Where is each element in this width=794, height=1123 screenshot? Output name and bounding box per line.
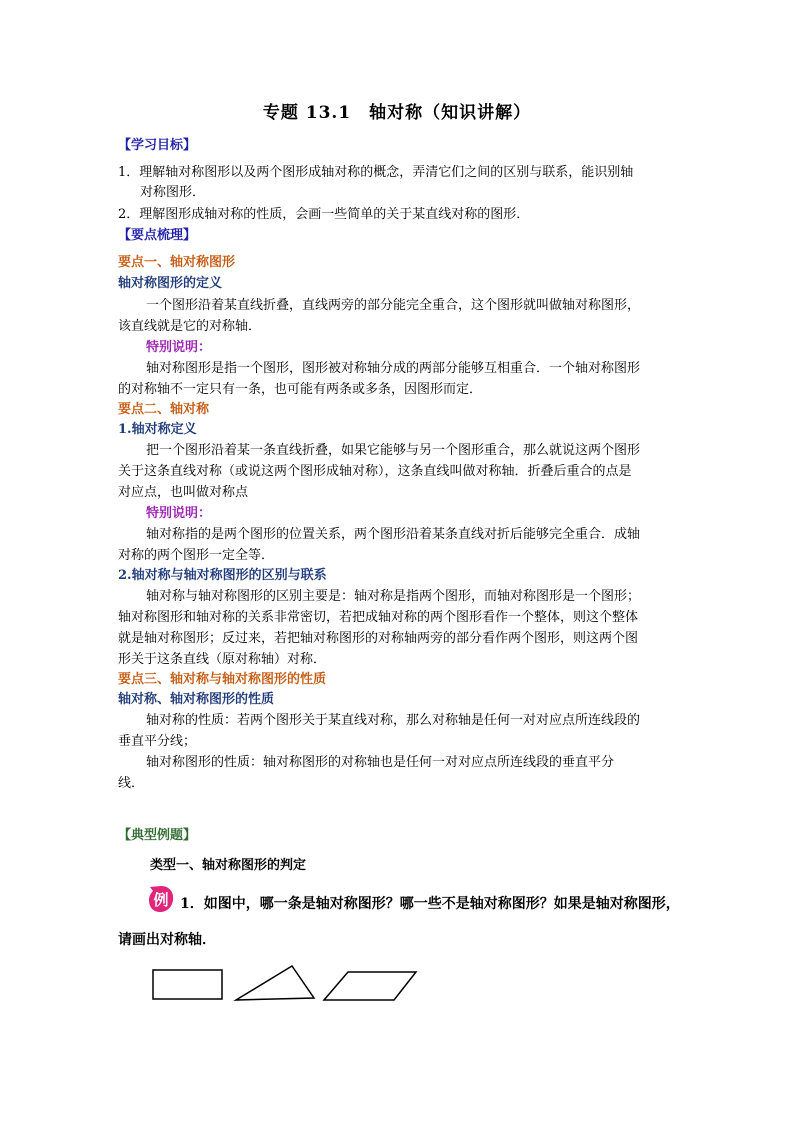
point2-heading: 要点二、轴对称 (118, 402, 210, 417)
rectangle-figure (153, 970, 222, 999)
point2-diff-cont-3: 形关于这条直线（原对称轴）对称． (118, 652, 327, 667)
point1-note-cont: 的对称轴不一定只有一条，也可能有两条或多条，因图形而定． (118, 382, 483, 397)
point2-text: 把一个图形沿着某一条直线折叠，如果它能够与另一个图形重合，那么就说这两个图形 (146, 443, 641, 458)
goal-item-2: 2．理解图形成轴对称的性质，会画一些简单的关于某直线对称的图形． (118, 207, 530, 222)
point3-text-2: 轴对称图形的性质：轴对称图形的对称轴也是任何一对对应点所连线段的垂直平分 (146, 755, 615, 770)
point2-note-label: 特别说明： (146, 506, 212, 521)
point3-heading: 要点三、轴对称与轴对称图形的性质 (118, 672, 327, 687)
example-figures (140, 960, 440, 1010)
point3-text-2-cont: 线． (118, 776, 145, 791)
triangle-figure (236, 966, 314, 1000)
point1-heading: 要点一、轴对称图形 (118, 255, 236, 270)
point1-subheading: 轴对称图形的定义 (118, 276, 223, 291)
point2-diff-cont-2: 就是轴对称图形；反过来，若把轴对称图形的对称轴两旁的部分看作两个图形，则这两个图 (118, 631, 639, 646)
point3-text-1-cont: 垂直平分线； (118, 734, 197, 749)
points-heading: 【要点梳理】 (118, 228, 197, 243)
point2-diff-cont-1: 轴对称图形和轴对称的关系非常密切，若把成轴对称的两个图形看作一个整体，则这个整体 (118, 610, 639, 625)
point3-text-1: 轴对称的性质：若两个图形关于某直线对称，那么对称轴是任何一对对应点所连线段的 (146, 713, 641, 728)
point2-note: 轴对称指的是两个图形的位置关系，两个图形沿着某条直线对折后能够完全重合．成轴 (146, 527, 641, 542)
goal-item-1-cont: 对称图形． (140, 185, 206, 200)
example-type-1: 类型一、轴对称图形的判定 (150, 858, 307, 873)
point2-diff: 轴对称与轴对称图形的区别主要是：轴对称是指两个图形，而轴对称图形是一个图形； (146, 589, 641, 604)
point1-text-cont: 该直线就是它的对称轴． (118, 319, 262, 334)
point2-subheading-2: 2.轴对称与轴对称图形的区别与联系 (118, 568, 327, 583)
point2-text-cont-2: 对应点，也叫做对称点 (118, 485, 249, 500)
parallelogram-figure (324, 972, 416, 1000)
point2-text-cont-1: 关于这条直线对称（或说这两个图形成轴对称），这条直线叫做对称轴．折叠后重合的点是 (118, 464, 632, 479)
point1-note: 轴对称图形是指一个图形，图形被对称轴分成的两部分能够互相重合．一个轴对称图形 (146, 361, 641, 376)
examples-heading: 【典型例题】 (118, 828, 197, 843)
page-title: 专题 13.1 轴对称（知识讲解） (262, 103, 532, 123)
example-badge-icon (146, 884, 176, 914)
example-question-1: 1．如图中，哪一条是轴对称图形？哪一些不是轴对称图形？如果是轴对称图形， (180, 896, 680, 912)
goal-item-1: 1．理解轴对称图形以及两个图形成轴对称的概念，弄清它们之间的区别与联系，能识别轴 (118, 165, 634, 180)
example-question-1-cont: 请画出对称轴． (118, 932, 216, 948)
point2-note-cont: 对称的两个图形一定全等． (118, 548, 275, 563)
point1-note-label: 特别说明： (146, 340, 212, 355)
point1-text: 一个图形沿着某直线折叠，直线两旁的部分能完全重合，这个图形就叫做轴对称图形， (146, 298, 641, 313)
goals-heading: 【学习目标】 (118, 138, 197, 153)
point2-subheading-1: 1.轴对称定义 (118, 422, 197, 437)
example-badge-text: 例 (153, 891, 169, 909)
point3-subheading: 轴对称、轴对称图形的性质 (118, 692, 275, 707)
